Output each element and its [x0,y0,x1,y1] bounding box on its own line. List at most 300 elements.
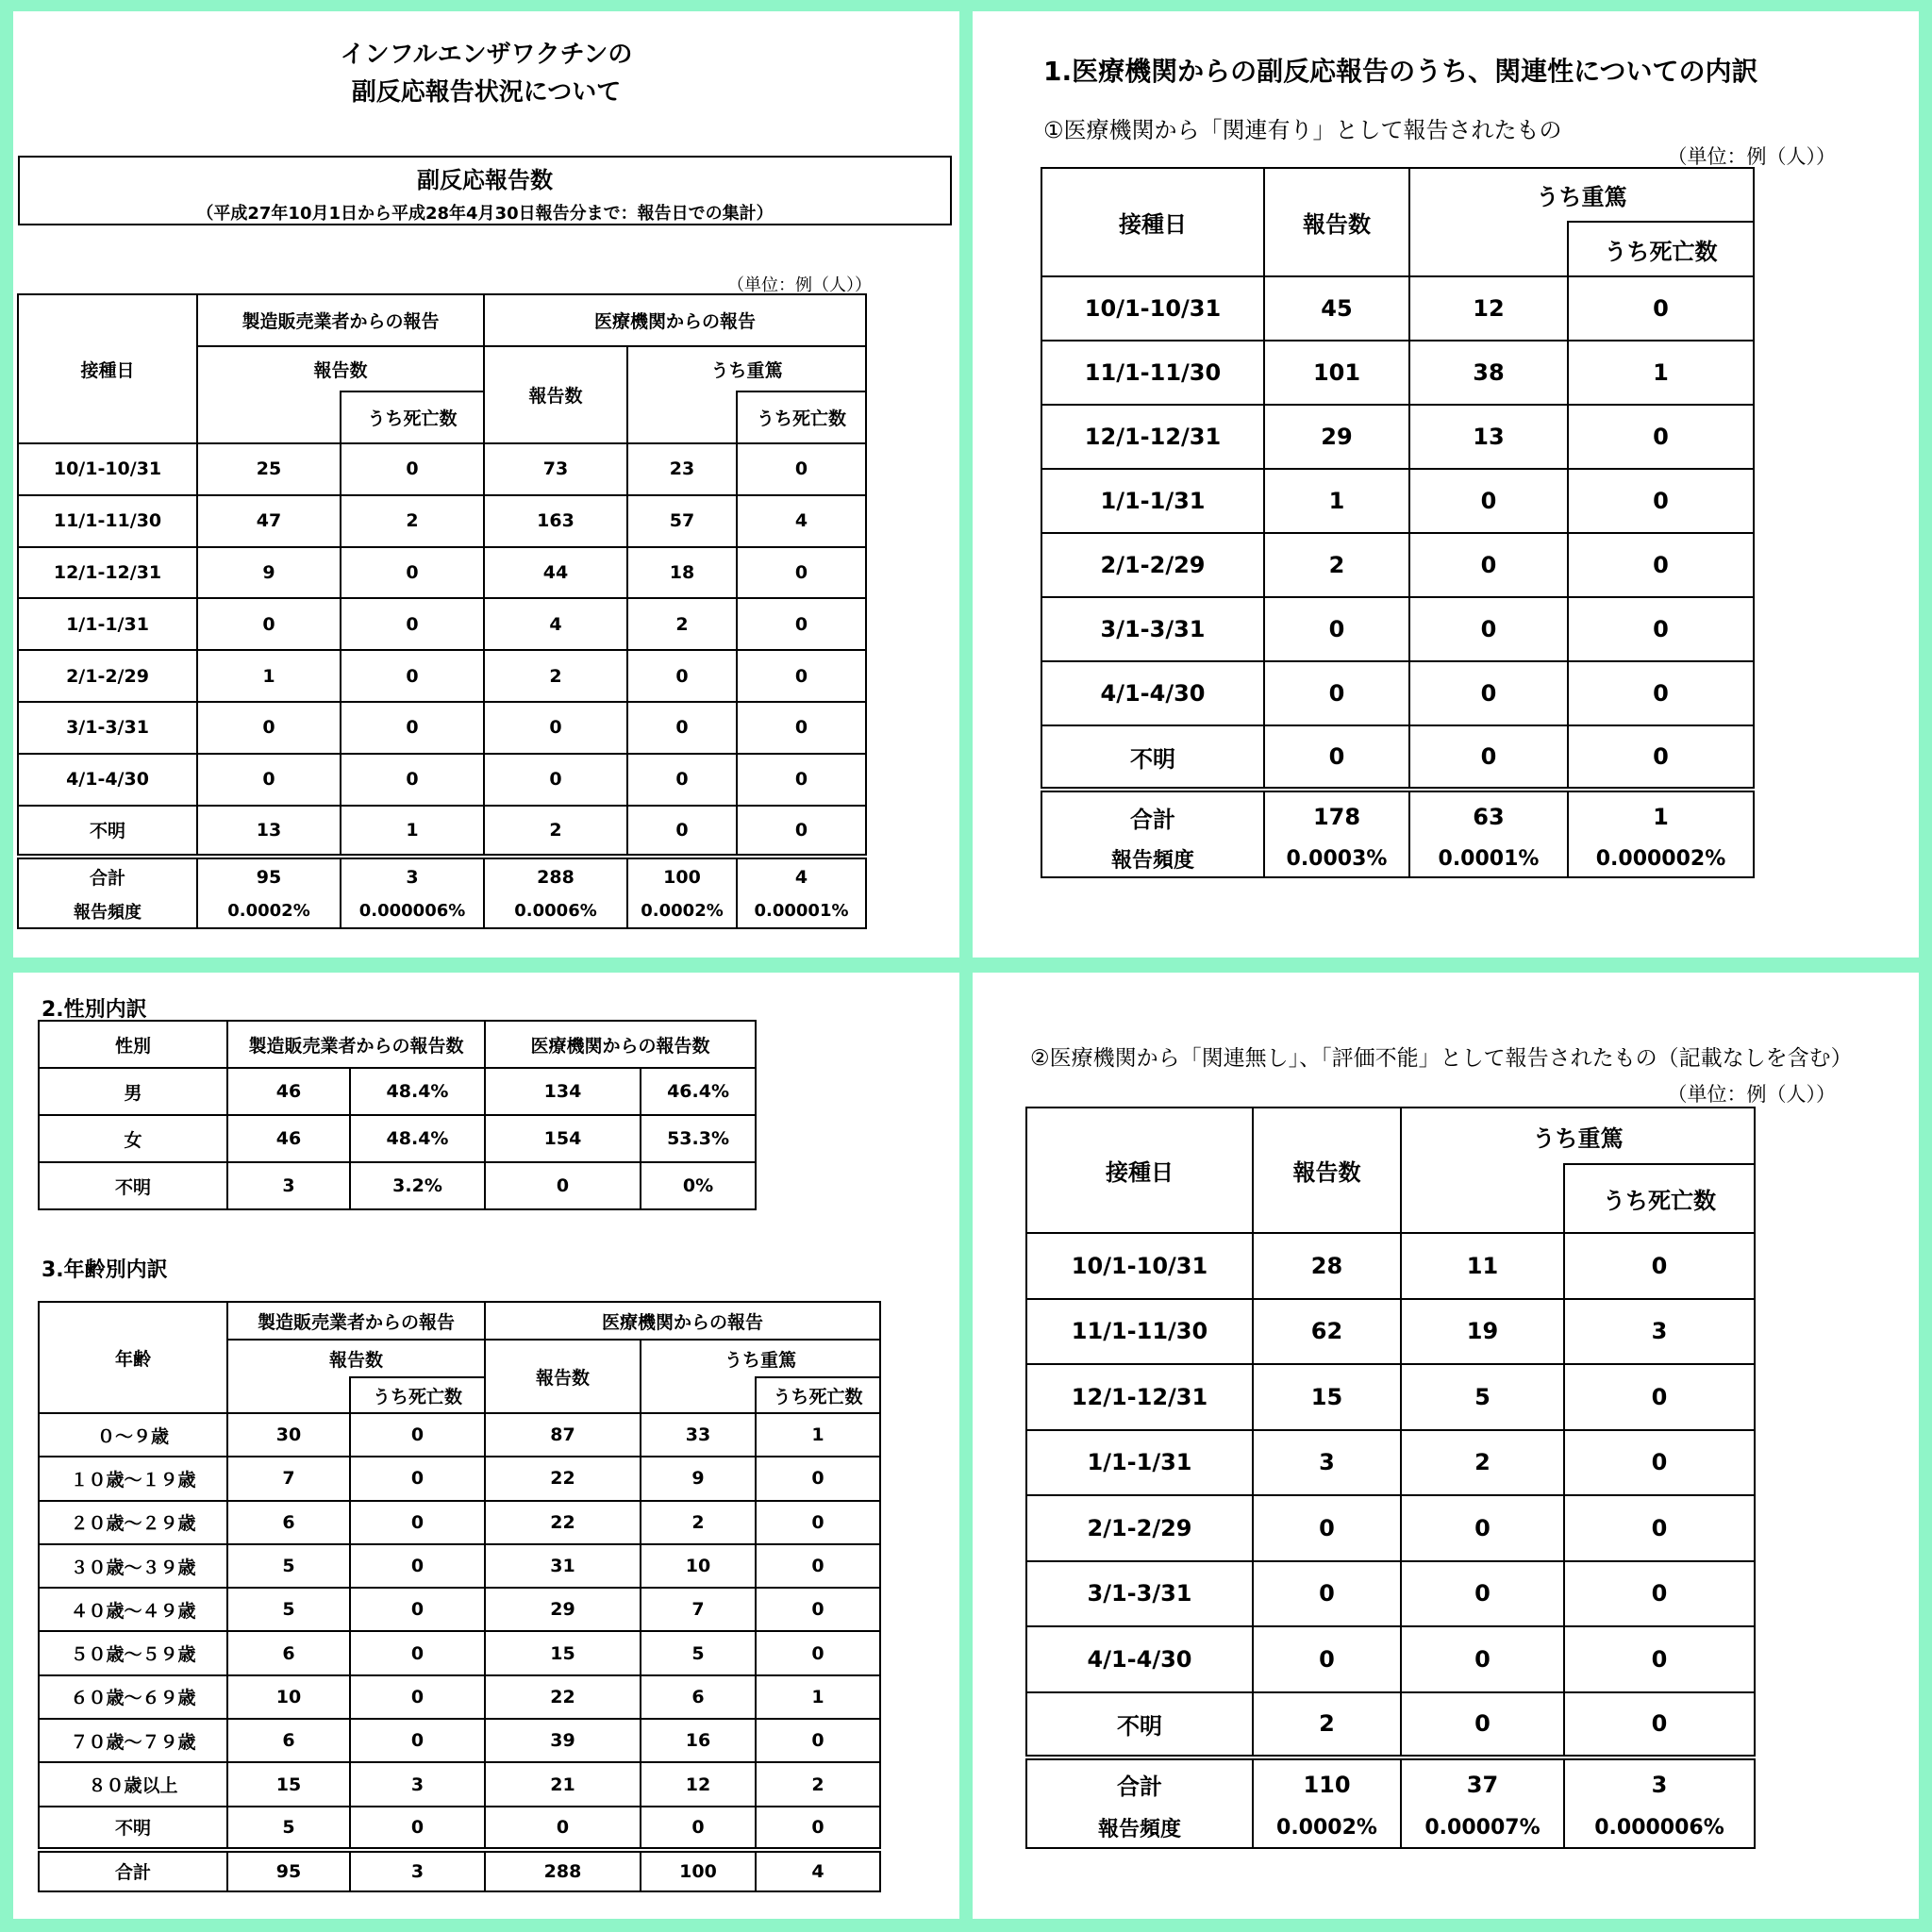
total-reports: 110 [1253,1757,1401,1808]
summary-box-subtitle: （平成27年10月1日から平成28年4月30日報告分まで：報告日での集計） [196,204,774,224]
cell-h-deaths: 0 [737,650,866,702]
cell-h-deaths: 0 [737,598,866,650]
total-label: 合計 [18,857,197,894]
header-blank [627,391,737,443]
cell-deaths: 0 [1568,661,1754,725]
table-row [39,1501,880,1544]
cell-h-serious: 18 [627,547,737,599]
cell-deaths: 0 [1568,597,1754,661]
freq-reports: 0.0003% [1264,841,1409,877]
cell-h-reports: 21 [485,1762,641,1806]
cell-h-deaths: 0 [756,1719,880,1762]
cell-serious: 0 [1409,597,1568,661]
table-row [1026,1299,1755,1365]
age-total-m-deaths: 3 [350,1850,485,1891]
cell-date: 3/1-3/31 [1026,1561,1253,1627]
cell-m-deaths: 0 [350,1675,485,1719]
cell-m-pct: 3.2% [350,1162,485,1209]
cell-reports: 0 [1264,597,1409,661]
cell-m-deaths: 0 [341,650,484,702]
cell-m-deaths: 0 [350,1631,485,1674]
cell-h-serious: 6 [641,1675,756,1719]
cell-h-serious: 9 [641,1457,756,1500]
table-row [1041,405,1754,469]
total-h-reports: 288 [484,857,627,894]
table-row [39,1631,880,1674]
cell-reports: 45 [1264,276,1409,341]
table-row [1041,276,1754,341]
cell-h-count: 154 [485,1115,641,1162]
panel-breakdowns [13,973,959,1919]
header-medical-deaths: うち死亡数 [737,391,866,443]
cell-h-deaths: 0 [756,1544,880,1588]
section-subtitle: ②医療機関から「関連無し」、「評価不能」として報告されたもの（記載なしを含む） [1030,1046,1853,1071]
cell-m-deaths: 0 [350,1544,485,1588]
header-blank [227,1377,350,1413]
cell-age: ２０歳～２９歳 [39,1501,227,1544]
cell-deaths: 0 [1564,1430,1755,1496]
cell-deaths: 0 [1568,533,1754,597]
cell-serious: 13 [1409,405,1568,469]
cell-h-serious: 5 [641,1631,756,1674]
total-deaths: 1 [1568,790,1754,841]
cell-h-reports: 163 [484,495,627,547]
cell-deaths: 1 [1568,341,1754,405]
cell-h-count: 0 [485,1162,641,1209]
cell-m-deaths: 0 [350,1413,485,1457]
table-row [1041,469,1754,533]
cell-m-reports: 1 [197,650,341,702]
table-row [1041,341,1754,405]
cell-h-serious: 2 [641,1501,756,1544]
cell-reports: 0 [1253,1561,1401,1627]
cell-m-reports: 0 [197,754,341,806]
cell-serious: 0 [1401,1626,1564,1692]
table-row [1026,1495,1755,1561]
cell-h-reports: 22 [485,1675,641,1719]
title-line-2: 副反応報告状況について [351,78,622,107]
cell-reports: 29 [1264,405,1409,469]
cell-m-reports: 47 [197,495,341,547]
table-row [1041,725,1754,790]
cell-h-serious: 16 [641,1719,756,1762]
unit-label: （単位：例（人）） [1667,145,1836,168]
cell-m-deaths: 0 [341,702,484,754]
freq-label: 報告頻度 [1026,1808,1253,1848]
header-serious: うち重篤 [1401,1108,1755,1164]
age-total-m-reports: 95 [227,1850,350,1891]
cell-m-reports: 7 [227,1457,350,1500]
cell-m-reports: 0 [197,702,341,754]
cell-serious: 5 [1401,1364,1564,1430]
cell-h-deaths: 0 [756,1457,880,1500]
cell-date: 4/1-4/30 [1041,661,1264,725]
cell-h-reports: 22 [485,1501,641,1544]
cell-h-reports: 2 [484,806,627,858]
cell-reports: 3 [1253,1430,1401,1496]
cell-h-deaths: 0 [737,443,866,495]
cell-m-deaths: 0 [341,754,484,806]
header-blank [641,1377,756,1413]
table-row [18,754,866,806]
cell-m-reports: 6 [227,1719,350,1762]
cell-date: 4/1-4/30 [1026,1626,1253,1692]
cell-h-deaths: 0 [737,702,866,754]
table-row [1041,597,1754,661]
cell-deaths: 0 [1564,1364,1755,1430]
cell-m-reports: 6 [227,1631,350,1674]
freq-label: 報告頻度 [18,894,197,928]
header-deaths: うち死亡数 [1564,1164,1755,1233]
age-total-h-serious: 100 [641,1850,756,1891]
cell-h-serious: 7 [641,1588,756,1631]
cell-serious: 0 [1401,1692,1564,1758]
freq-h-deaths: 0.00001% [737,894,866,928]
cell-h-serious: 23 [627,443,737,495]
cell-m-reports: 15 [227,1762,350,1806]
table-row [39,1544,880,1588]
cell-date: 11/1-11/30 [1026,1299,1253,1365]
cell-h-serious: 0 [627,806,737,858]
cell-sex: 男 [39,1068,227,1115]
cell-h-reports: 44 [484,547,627,599]
sex-table [38,1020,757,1210]
cell-age: ５０歳～５９歳 [39,1631,227,1674]
cell-h-reports: 22 [485,1457,641,1500]
cell-h-reports: 31 [485,1544,641,1588]
table-row [39,1719,880,1762]
cell-h-deaths: 1 [756,1675,880,1719]
cell-date: 3/1-3/31 [1041,597,1264,661]
cell-date: 不明 [1026,1692,1253,1758]
cell-reports: 2 [1264,533,1409,597]
cell-m-deaths: 0 [350,1457,485,1500]
section-title: 1.医療機関からの副反応報告のうち、関連性についての内訳 [1043,56,1758,87]
cell-h-reports: 87 [485,1413,641,1457]
cell-h-reports: 2 [484,650,627,702]
cell-m-reports: 30 [227,1413,350,1457]
total-reports: 178 [1264,790,1409,841]
table-row [18,702,866,754]
cell-h-deaths: 0 [737,754,866,806]
total-label: 合計 [1026,1757,1253,1808]
cell-h-serious: 0 [627,702,737,754]
cell-reports: 0 [1253,1626,1401,1692]
cell-h-pct: 0% [641,1162,756,1209]
table-row [39,1115,756,1162]
cell-date: 不明 [1041,725,1264,790]
cell-sex: 女 [39,1115,227,1162]
table-row [39,1413,880,1457]
cell-m-reports: 5 [227,1544,350,1588]
cell-h-serious: 0 [627,754,737,806]
cell-m-deaths: 0 [350,1719,485,1762]
cell-date: 1/1-1/31 [1041,469,1264,533]
cell-reports: 101 [1264,341,1409,405]
cell-date: 2/1-2/29 [18,650,197,702]
freq-deaths: 0.000002% [1568,841,1754,877]
header-medical-serious: うち重篤 [641,1340,880,1377]
cell-deaths: 0 [1564,1233,1755,1299]
total-m-deaths: 3 [341,857,484,894]
cell-h-deaths: 2 [756,1762,880,1806]
age-total-label: 合計 [39,1850,227,1891]
panel-report-summary [13,11,959,958]
panel-related-reports [973,11,1919,958]
cell-deaths: 0 [1564,1626,1755,1692]
cell-date: 11/1-11/30 [1041,341,1264,405]
cell-serious: 0 [1409,661,1568,725]
unit-label: （単位：例（人）） [1667,1083,1836,1106]
cell-serious: 38 [1409,341,1568,405]
cell-h-pct: 46.4% [641,1068,756,1115]
cell-serious: 0 [1401,1561,1564,1627]
cell-m-reports: 10 [227,1675,350,1719]
cell-h-reports: 73 [484,443,627,495]
summary-title-box [18,156,952,225]
age-section-title: 3.年齢別内訳 [42,1258,168,1282]
cell-h-deaths: 4 [737,495,866,547]
cell-reports: 2 [1253,1692,1401,1758]
cell-age: １０歳～１９歳 [39,1457,227,1500]
cell-h-deaths: 0 [756,1631,880,1674]
cell-m-reports: 13 [197,806,341,858]
cell-age: ７０歳～７９歳 [39,1719,227,1762]
header-blank [1401,1164,1564,1233]
cell-deaths: 0 [1564,1495,1755,1561]
table-row [18,443,866,495]
cell-deaths: 0 [1564,1561,1755,1627]
cell-serious: 0 [1409,725,1568,790]
header-date: 接種日 [18,294,197,443]
cell-h-serious: 2 [627,598,737,650]
table-row [1041,533,1754,597]
cell-h-serious: 33 [641,1413,756,1457]
cell-h-reports: 4 [484,598,627,650]
cell-reports: 62 [1253,1299,1401,1365]
freq-h-serious: 0.0002% [627,894,737,928]
table-row [39,1762,880,1806]
header-manufacturer-reports: 報告数 [197,346,484,391]
header-age: 年齢 [39,1302,227,1413]
cell-date: 1/1-1/31 [1026,1430,1253,1496]
total-serious: 37 [1401,1757,1564,1808]
cell-serious: 11 [1401,1233,1564,1299]
header-deaths: うち死亡数 [1568,222,1754,276]
cell-date: 2/1-2/29 [1026,1495,1253,1561]
age-table [38,1301,881,1892]
header-medical-reports: 報告数 [484,346,627,443]
cell-reports: 0 [1253,1495,1401,1561]
cell-h-deaths: 0 [756,1501,880,1544]
total-label: 合計 [1041,790,1264,841]
header-blank [197,391,341,443]
cell-m-count: 3 [227,1162,350,1209]
cell-m-reports: 5 [227,1588,350,1631]
table-row [1026,1626,1755,1692]
cell-date: 12/1-12/31 [1041,405,1264,469]
cell-age: 不明 [39,1807,227,1850]
table-row [39,1457,880,1500]
cell-h-deaths: 0 [756,1807,880,1850]
cell-m-reports: 0 [197,598,341,650]
header-medical-deaths: うち死亡数 [756,1377,880,1413]
cell-reports: 0 [1264,725,1409,790]
summary-box-title: 副反応報告数 [417,167,553,193]
cell-h-pct: 53.3% [641,1115,756,1162]
cell-age: ０～９歳 [39,1413,227,1457]
cell-deaths: 3 [1564,1299,1755,1365]
cell-serious: 2 [1401,1430,1564,1496]
cell-h-deaths: 0 [756,1588,880,1631]
cell-date: 不明 [18,806,197,858]
cell-reports: 0 [1264,661,1409,725]
cell-h-deaths: 1 [756,1413,880,1457]
table-row [1026,1233,1755,1299]
cell-reports: 1 [1264,469,1409,533]
total-h-serious: 100 [627,857,737,894]
table-row [18,495,866,547]
cell-m-reports: 5 [227,1807,350,1850]
cell-age: ４０歳～４９歳 [39,1588,227,1631]
cell-m-deaths: 1 [341,806,484,858]
age-total-h-deaths: 4 [756,1850,880,1891]
table-row [1026,1364,1755,1430]
cell-date: 10/1-10/31 [1041,276,1264,341]
table-row [1041,661,1754,725]
cell-h-count: 134 [485,1068,641,1115]
table-row [1026,1692,1755,1758]
header-medical-count: 医療機関からの報告数 [485,1021,756,1068]
cell-deaths: 0 [1568,276,1754,341]
cell-m-count: 46 [227,1115,350,1162]
cell-h-deaths: 0 [737,806,866,858]
cell-date: 4/1-4/30 [18,754,197,806]
cell-deaths: 0 [1568,405,1754,469]
unit-label: （単位：例（人）） [727,275,872,295]
cell-serious: 19 [1401,1299,1564,1365]
cell-m-deaths: 0 [350,1588,485,1631]
freq-label: 報告頻度 [1041,841,1264,877]
cell-h-serious: 10 [641,1544,756,1588]
freq-h-reports: 0.0006% [484,894,627,928]
freq-m-reports: 0.0002% [197,894,341,928]
cell-date: 10/1-10/31 [18,443,197,495]
header-medical-serious: うち重篤 [627,346,866,391]
cell-age: ６０歳～６９歳 [39,1675,227,1719]
table-row [18,650,866,702]
header-date: 接種日 [1026,1108,1253,1233]
header-manufacturer: 製造販売業者からの報告 [197,294,484,346]
table-row [39,1588,880,1631]
cell-date: 12/1-12/31 [18,547,197,599]
freq-m-deaths: 0.000006% [341,894,484,928]
header-reports: 報告数 [1264,168,1409,276]
total-h-deaths: 4 [737,857,866,894]
cell-deaths: 0 [1568,469,1754,533]
cell-serious: 12 [1409,276,1568,341]
cell-m-deaths: 0 [350,1807,485,1850]
cell-serious: 0 [1409,533,1568,597]
cell-h-reports: 29 [485,1588,641,1631]
unrelated-table [1025,1107,1756,1849]
cell-h-reports: 0 [485,1807,641,1850]
table-row [1026,1430,1755,1496]
header-date: 接種日 [1041,168,1264,276]
cell-deaths: 0 [1564,1692,1755,1758]
cell-m-deaths: 3 [350,1762,485,1806]
cell-date: 1/1-1/31 [18,598,197,650]
cell-m-count: 46 [227,1068,350,1115]
header-manufacturer-deaths: うち死亡数 [350,1377,485,1413]
sex-section-title: 2.性別内訳 [42,998,147,1022]
total-m-reports: 95 [197,857,341,894]
header-manufacturer-reports: 報告数 [227,1340,485,1377]
cell-deaths: 0 [1568,725,1754,790]
cell-m-deaths: 0 [341,598,484,650]
table-row [18,547,866,599]
cell-m-deaths: 0 [341,547,484,599]
cell-m-pct: 48.4% [350,1068,485,1115]
cell-h-serious: 0 [641,1807,756,1850]
header-reports: 報告数 [1253,1108,1401,1233]
table-row [18,806,866,858]
cell-m-deaths: 2 [341,495,484,547]
cell-m-reports: 25 [197,443,341,495]
cell-m-reports: 6 [227,1501,350,1544]
cell-reports: 15 [1253,1364,1401,1430]
cell-date: 2/1-2/29 [1041,533,1264,597]
title-line-1: インフルエンザワクチンの [340,41,633,69]
cell-m-deaths: 0 [350,1501,485,1544]
cell-h-reports: 0 [484,754,627,806]
report-count-table [17,293,867,929]
header-manufacturer-deaths: うち死亡数 [341,391,484,443]
header-medical-reports: 報告数 [485,1340,641,1413]
table-row [1026,1561,1755,1627]
cell-h-reports: 0 [484,702,627,754]
panel-unrelated-reports [973,973,1919,1919]
header-medical: 医療機関からの報告 [485,1302,880,1340]
table-row [18,598,866,650]
cell-age: ３０歳～３９歳 [39,1544,227,1588]
cell-m-pct: 48.4% [350,1115,485,1162]
cell-h-serious: 0 [627,650,737,702]
freq-reports: 0.0002% [1253,1808,1401,1848]
cell-h-serious: 12 [641,1762,756,1806]
cell-age: ８０歳以上 [39,1762,227,1806]
cell-serious: 0 [1401,1495,1564,1561]
header-sex: 性別 [39,1021,227,1068]
cell-m-reports: 9 [197,547,341,599]
total-deaths: 3 [1564,1757,1755,1808]
freq-serious: 0.0001% [1409,841,1568,877]
freq-serious: 0.00007% [1401,1808,1564,1848]
header-serious: うち重篤 [1409,168,1754,222]
table-row [39,1068,756,1115]
header-manufacturer: 製造販売業者からの報告 [227,1302,485,1340]
table-row [39,1675,880,1719]
section-subtitle: ①医療機関から「関連有り」として報告されたもの [1043,117,1562,143]
cell-h-reports: 15 [485,1631,641,1674]
header-blank [1409,222,1568,276]
cell-date: 12/1-12/31 [1026,1364,1253,1430]
cell-sex: 不明 [39,1162,227,1209]
cell-date: 3/1-3/31 [18,702,197,754]
header-medical: 医療機関からの報告 [484,294,866,346]
cell-m-deaths: 0 [341,443,484,495]
cell-date: 11/1-11/30 [18,495,197,547]
